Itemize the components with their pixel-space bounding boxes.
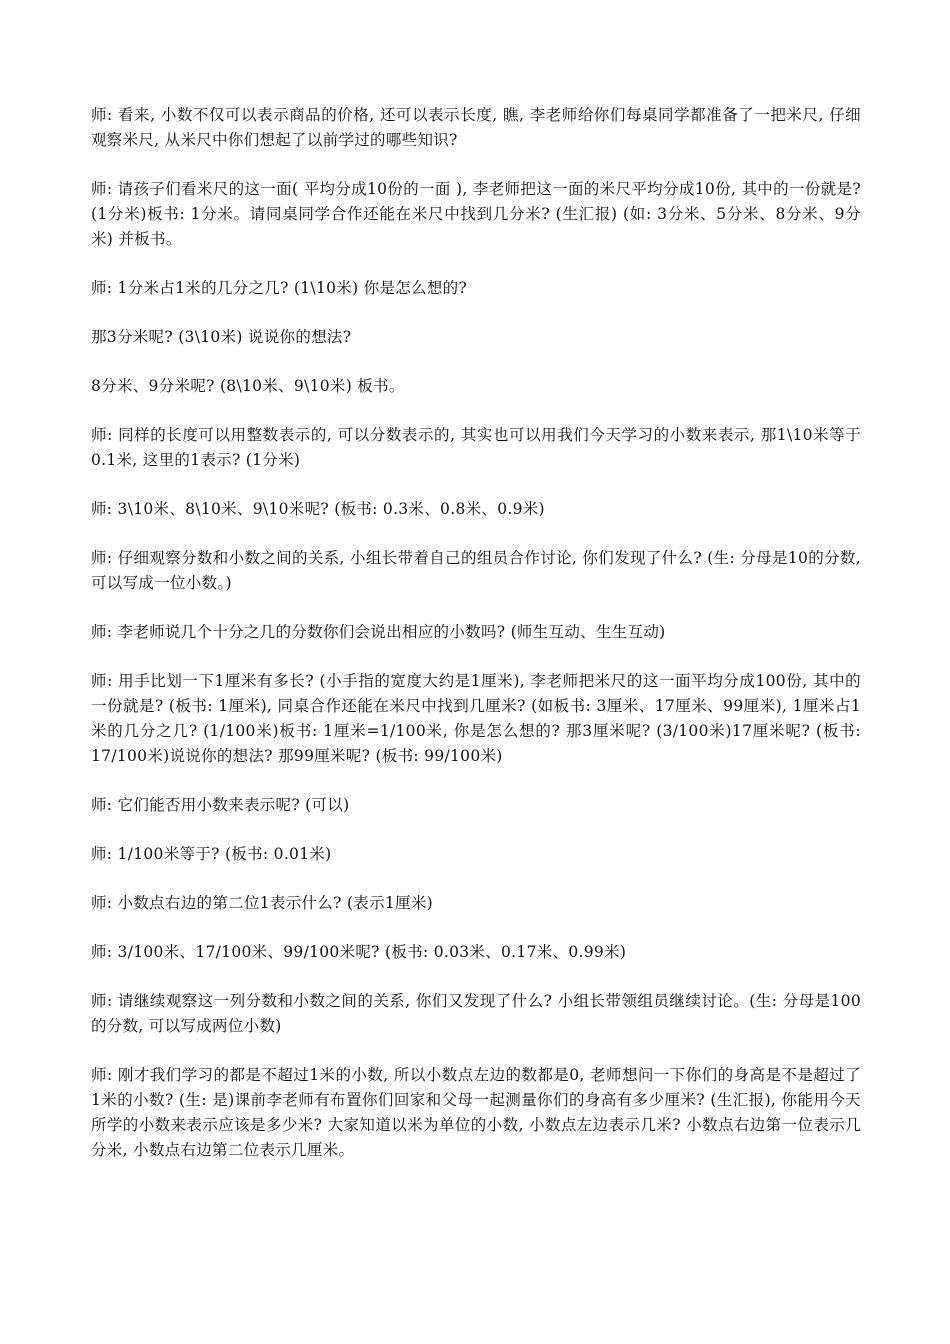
paragraph-observe-tenths: 师: 仔细观察分数和小数之间的关系, 小组长带着自己的组员合作讨论, 你们发现了什么? (生: 分母是10的分数, 可以写成一位小数。)	[91, 549, 861, 592]
paragraph-decimal-tenth: 师: 同样的长度可以用整数表示的, 可以分数表示的, 其实也可以用我们今天学习的小数来表示, 那1\10米等于0.1米, 这里的1表示? (1分米)	[91, 426, 861, 469]
document-page	[91, 103, 861, 1187]
paragraph-hundredths-board: 师: 3/100米、17/100米、99/100米呢? (板书: 0.03米、0.17米、0.99米)	[91, 943, 627, 961]
paragraph-hundredth-equals: 师: 1/100米等于? (板书: 0.01米)	[91, 845, 332, 863]
paragraph-interaction-tenths: 师: 李老师说几个十分之几的分数你们会说出相应的小数吗? (师生互动、生生互动)	[91, 623, 666, 641]
paragraph-height-decimal: 师: 刚才我们学习的都是不超过1米的小数, 所以小数点左边的数都是0, 老师想问一下你们的身高是不是超过了1米的小数? (生: 是)课前李老师有布置你们回家和父母一起测量你们的身高有多少厘米? (生汇报), 你能用今天所学的小数来表示应该是多少米? 大家知道以米为单位的小数, 小数点左边表示几米? 小数点右边第一位表示几分米, 小数点右边第二位表示几厘米。	[91, 1066, 861, 1159]
paragraph-centimeter: 师: 用手比划一下1厘米有多长? (小手指的宽度大约是1厘米), 李老师把米尺的这一面平均分成100份, 其中的一份就是? (板书: 1厘米), 同桌合作还能在米尺中找到几厘米? (如板书: 3厘米、17厘米、99厘米), 1厘米占1米的几分之几? (1/100米)板书: 1厘米=1/100米, 你是怎么想的? 那3厘米呢? (3/100米)17厘米呢? (板书: 17/100米)说说你的想法? 那99厘米呢? (板书: 99/100米)	[91, 672, 861, 765]
paragraph-second-digit: 师: 小数点右边的第二位1表示什么? (表示1厘米)	[91, 894, 434, 912]
paragraph-can-use-decimal: 师: 它们能否用小数来表示呢? (可以)	[91, 796, 350, 814]
paragraph-decimeter-fraction: 师: 1分米占1米的几分之几? (1\10米) 你是怎么想的?	[91, 279, 468, 297]
paragraph-tenths-board: 师: 3\10米、8\10米、9\10米呢? (板书: 0.3米、0.8米、0.9米)	[91, 500, 545, 518]
paragraph-decimeter-board: 师: 请孩子们看米尺的这一面( 平均分成10份的一面 ), 李老师把这一面的米尺平均分成10份, 其中的一份就是? (1分米)板书: 1分米。请同桌同学合作还能在米尺中找到几分米? (生汇报) (如: 3分米、5分米、8分米、9分米) 并板书。	[91, 180, 861, 248]
paragraph-observe-hundredths: 师: 请继续观察这一列分数和小数之间的关系, 你们又发现了什么? 小组长带领组员继续讨论。(生: 分母是100的分数, 可以写成两位小数)	[91, 992, 861, 1035]
paragraph-eight-nine-decimeters: 8分米、9分米呢? (8\10米、9\10米) 板书。	[91, 377, 405, 395]
paragraph-ruler-intro: 师: 看来, 小数不仅可以表示商品的价格, 还可以表示长度, 瞧, 李老师给你们每桌同学都准备了一把米尺, 仔细观察米尺, 从米尺中你们想起了以前学过的哪些知识?	[91, 106, 861, 149]
paragraph-three-decimeters: 那3分米呢? (3\10米) 说说你的想法?	[91, 328, 352, 346]
